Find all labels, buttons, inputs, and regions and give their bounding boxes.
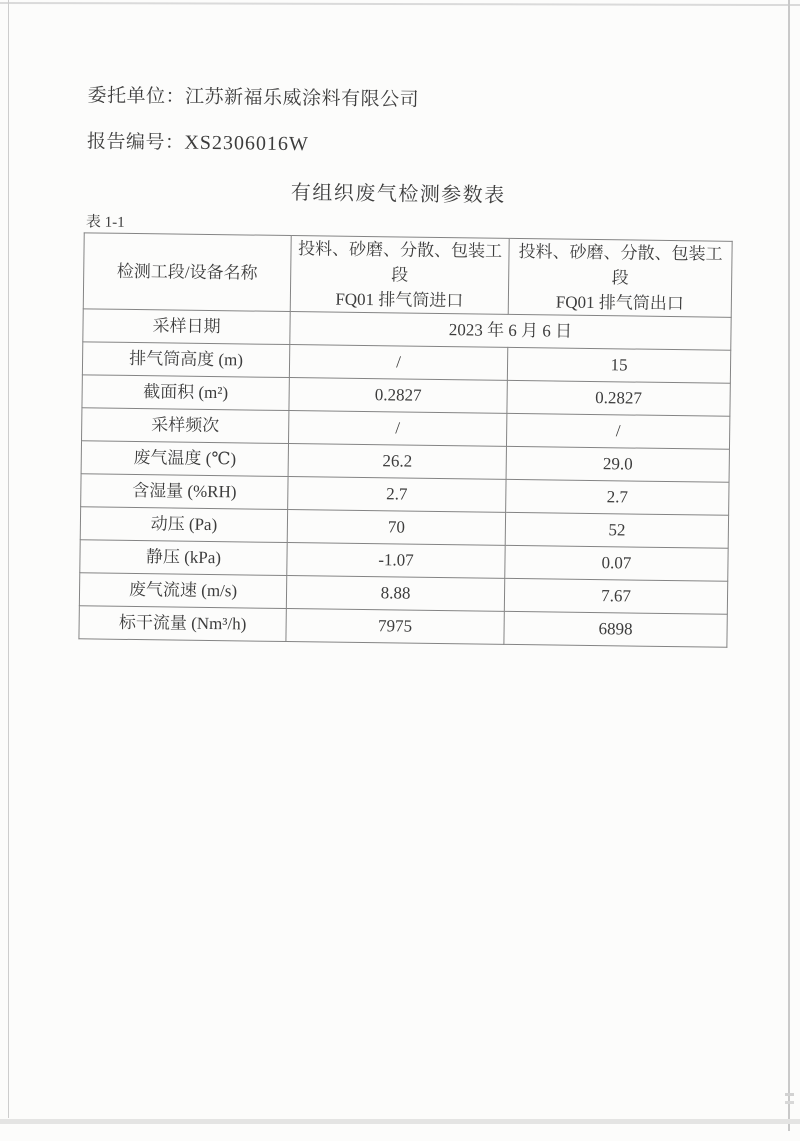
row-value-outlet: 52 [505,512,728,548]
row-label: 静压 (kPa) [80,540,287,576]
row-label: 排气筒高度 (m) [82,342,289,378]
row-value-outlet: / [506,413,729,449]
row-label: 废气流速 (m/s) [79,573,286,609]
row-label: 标干流量 (Nm³/h) [79,606,286,642]
header-cell-outlet [508,238,732,317]
row-value-outlet: 6898 [504,611,727,647]
row-value-outlet: 29.0 [506,446,729,482]
row-value-outlet: 7.67 [504,578,727,614]
row-value-inlet: 26.2 [288,444,506,480]
client-value: 江苏新福乐威涂料有限公司 [184,86,420,111]
row-value-outlet: 15 [507,347,730,383]
row-value-inlet: 0.2827 [289,378,507,414]
client-label: 委托单位： [87,85,186,108]
header-outlet-line1: 投料、砂磨、分散、包装工段 [518,242,723,288]
row-label: 采样日期 [83,309,290,345]
sampling-date-value: 2023 年 6 月 6 日 [290,312,731,351]
header-outlet-line2: FQ01 排气筒出口 [555,292,684,314]
row-value-inlet: 2.7 [288,477,506,513]
report-number-value: XS2306016W [184,131,310,156]
row-value-inlet: 7975 [286,609,504,645]
row-value-inlet: / [288,411,506,447]
row-value-inlet: -1.07 [287,543,505,579]
row-value-outlet: 0.2827 [507,380,730,416]
row-label: 截面积 (m²) [82,375,289,411]
row-label: 废气温度 (℃) [81,441,288,477]
table-row-standard-dry-flow [79,606,727,647]
report-number-line [87,126,309,156]
table-caption: 表 1-1 [85,214,125,231]
report-number-label: 报告编号： [86,131,185,154]
row-value-outlet: 2.7 [506,479,729,515]
row-label: 动压 (Pa) [80,507,287,543]
row-value-outlet: 0.07 [505,545,728,581]
header-inlet-line1: 投料、砂磨、分散、包装工段 [297,239,503,285]
row-label: 含湿量 (%RH) [81,474,288,510]
parameters-table [78,232,732,647]
row-label: 采样频次 [82,408,289,444]
client-line [87,80,419,111]
row-value-inlet: 8.88 [286,576,504,612]
row-value-inlet: / [289,345,507,381]
header-inlet-line2: FQ01 排气筒进口 [335,289,464,311]
header-cell-parameter: 检测工段/设备名称 [83,233,291,312]
table-header-row [83,233,732,317]
row-value-inlet: 70 [287,510,505,546]
document-title: 有组织废气检测参数表 [290,182,506,207]
header-cell-inlet [290,236,509,315]
